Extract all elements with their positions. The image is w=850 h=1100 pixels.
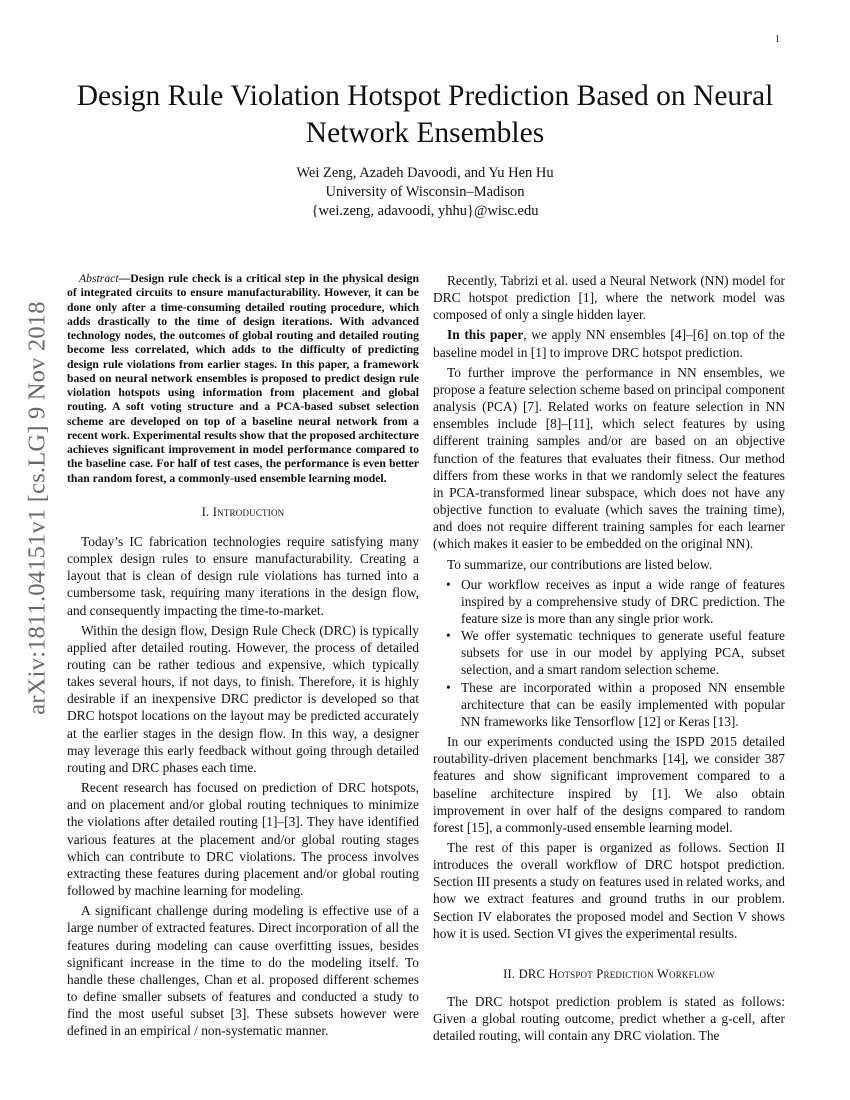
author-emails: {wei.zeng, adavoodi, yhhu}@wisc.edu: [311, 203, 539, 219]
author-block: [60, 164, 790, 221]
list-item: • We offer systematic techniques to generate useful feature subsets for use in our model by applying PCA, subset selection, and a smart random selection scheme.: [433, 627, 785, 678]
abstract-label: Abstract: [79, 272, 119, 285]
section-title-prefix: DRC: [518, 966, 546, 981]
abstract-text: —Design rule check is a critical step in the physical design of integrated circuits to ensure manufacturability. However, it can be done only after a time-consuming detailed routing procedure, which adds drastically to the time of design iterations. With advanced technology nodes, the outcomes of global routing and detailed routing become less correlated, which adds to the difficulty of predicting design rule violations from earlier stages. In this paper, a framework based on neural network ensembles is proposed to predict design rule violation hotspots using information from placement and global routing. A soft voting structure and a PCA-based subset selection scheme are developed on top of a baseline neural network from a recent work. Experimental results show that the proposed architecture achieves significant improvement in model performance compared to the baseline case. For half of test cases, the performance is even better than random forest, a commonly-used ensemble learning model.: [67, 272, 419, 485]
section-heading-workflow: [433, 966, 785, 983]
intro-paragraph-4: A significant challenge during modeling is effective use of a large number of extracted features. Direct incorporation of all the features during modeling can cause overfitting issues, besides significant increase in the time to do the modeling itself. To handle these challenges, Chan et al. proposed different schemes to define smaller subsets of features and conducted a study to find the most useful subset [3]. These subsets however were defined in an empirical / non-systematic manner.: [67, 903, 419, 1039]
arxiv-id-text: arXiv:1811.04151v1 [cs.LG] 9 Nov 2018: [24, 301, 52, 715]
section-title: Introduction: [212, 504, 285, 519]
intro-paragraph-1: Today’s IC fabrication technologies require satisfying many complex design rules to ensure manufacturability. Creating a layout that is clean of design rule violations has turned into a cumbersome task, requiring many iterations in the design flow, and consequently impacting the time-to-market.: [67, 533, 419, 618]
emphasis-this-paper: In this paper: [447, 327, 524, 343]
intro-paragraph-7: To further improve the performance in NN ensembles, we propose a feature selection scheme based on principal component analysis (PCA) [7]. Related works on feature selection in NN ensembles include [8]–[11], which select features by using different training samples and/or are based on an objective function of the features that evaluates their fitness. Our method differs from these works in that we randomly select the features in PCA-transformed linear subspace, which does not have any objective function to evaluate (which saves the training time), and does not require different training samples for each learner (which makes it easier to be embedded on the original NN).: [433, 364, 785, 552]
author-affiliation: University of Wisconsin–Madison: [325, 184, 525, 200]
section-heading-introduction: [67, 504, 419, 521]
section-number: I.: [201, 504, 210, 519]
author-names: Wei Zeng, Azadeh Davoodi, and Yu Hen Hu: [296, 165, 554, 181]
paper-title: Design Rule Violation Hotspot Prediction Based on Neural Network Ensembles: [76, 80, 774, 149]
intro-paragraph-8: To summarize, our contributions are listed below.: [447, 556, 713, 572]
intro-paragraph-2: Within the design flow, Design Rule Check (DRC) is typically applied after detailed routing. However, the process of detailed routing can be rather tedious and expensive, which typically takes several hours, if not days, to finish. Therefore, it is highly desirable if an inexpensive DRC predictor is developed so that DRC hotspot locations on the layout may be predicted accurately at the earlier stages in the design flow. In this way, a designer may leverage this early feedback without going through detailed routing and DRC phases each time.: [67, 622, 419, 775]
section-title: Hotspot Prediction Workflow: [548, 966, 715, 981]
left-column: [67, 272, 419, 1042]
page-number: 1: [775, 34, 780, 45]
intro-paragraph-6: In this paper, we apply NN ensembles [4]–[6] on top of the baseline model in [1] to improve DRC hotspot prediction.: [433, 327, 785, 360]
intro-paragraph-10: The rest of this paper is organized as follows. Section II introduces the overall workflow of DRC hotspot prediction. Section III presents a study on features used in related works, and how we extract features and ground truths in our problem. Section IV elaborates the proposed model and Section V shows how it is used. Section VI gives the experimental results.: [433, 840, 785, 941]
intro-paragraph-3: Recent research has focused on prediction of DRC hotspots, and on placement and/or global routing techniques to minimize the violations after detailed routing [1]–[3]. They have identified various features at the placement and/or global routing stages which can contribute to DRC violations. The process involves extracting these features during placement and/or global routing followed by machine learning for modeling.: [67, 780, 419, 899]
intro-paragraph-5: Recently, Tabrizi et al. used a Neural Network (NN) model for DRC hotspot prediction [1], where the network model was composed of only a single hidden layer.: [433, 273, 785, 323]
arxiv-identifier: [4, 268, 72, 748]
workflow-paragraph-1: The DRC hotspot prediction problem is stated as follows: Given a global routing outcome, predict whether a g-cell, after detailed routing, will contain any DRC violation. The: [433, 994, 785, 1044]
right-column: [433, 272, 785, 1048]
list-item: • Our workflow receives as input a wide range of features inspired by a comprehensive study of DRC prediction. The feature size is more than any single prior work.: [433, 576, 785, 627]
list-item: • These are incorporated within a proposed NN ensemble architecture that can be easily implemented with popular NN frameworks like Tensorflow [12] or Keras [13].: [433, 679, 785, 730]
section-number: II.: [503, 966, 516, 981]
contribution-list: [433, 576, 785, 730]
abstract: [67, 272, 419, 486]
intro-paragraph-9: In our experiments conducted using the ISPD 2015 detailed routability-driven placement benchmarks [14], we consider 387 features and show significant improvement compared to a baseline architecture inspired by [1]. We also obtain improvement in over half of the designs compared to random forest [15], a commonly-used ensemble learning model.: [433, 734, 785, 835]
